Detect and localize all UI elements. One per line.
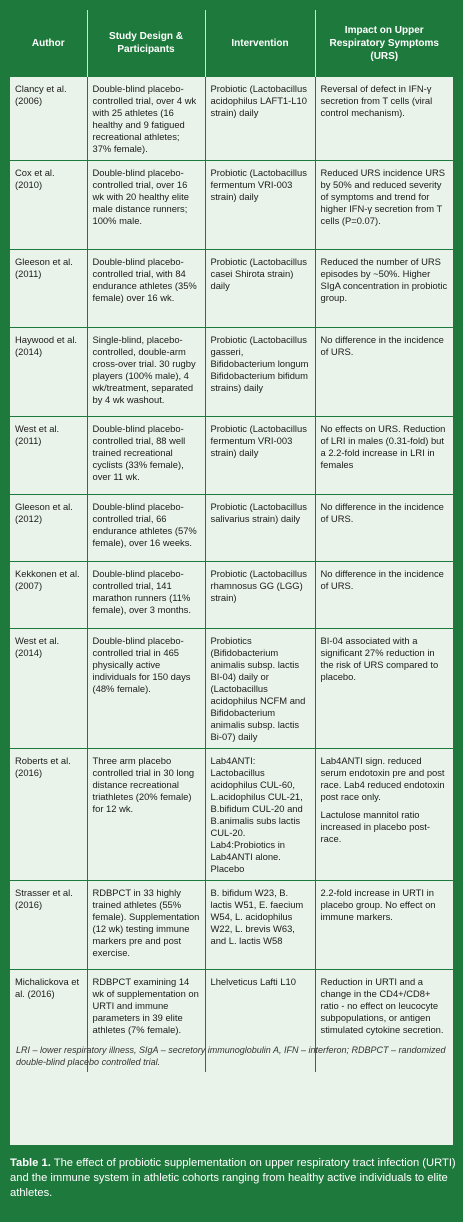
- cell-design: Double-blind placebo-controlled trial, 66 endurance athletes (57% female), over 16 weeks.: [87, 495, 205, 562]
- caption-text: The effect of probiotic supplementation on upper respiratory tract infection (URTI) and the immune system in athletic cohorts ranging from healthy active individuals to elite athletes.: [10, 1157, 456, 1199]
- cell-design: Double-blind placebo-controlled trial, over 4 wk with 25 athletes (16 healthy and 9 fatigued recreational athletes; 37% female).: [87, 77, 205, 161]
- table-row: [10, 77, 453, 161]
- impact-text: BI-04 associated with a significant 27% reduction in the risk of URS compared to placebo.: [320, 635, 439, 682]
- impact-text: No difference in the incidence of URS.: [320, 501, 444, 524]
- cell-design: Double-blind placebo-controlled trial, over 16 wk with 20 healthy elite male distance runners; 100% male.: [87, 161, 205, 250]
- header-intervention: Intervention: [205, 10, 315, 77]
- cell-impact: [315, 328, 453, 417]
- table-row: [10, 562, 453, 629]
- cell-intervention: Probiotic (Lactobacillus fermentum VRI-003 strain) daily: [205, 417, 315, 495]
- cell-impact: [315, 881, 453, 970]
- table-row: [10, 161, 453, 250]
- cell-design: RDBPCT examining 14 wk of supplementation on URTI and immune parameters in 39 elite athletes (7% female).: [87, 970, 205, 1072]
- cell-author: Roberts et al. (2016): [10, 749, 87, 881]
- cell-impact: [315, 749, 453, 881]
- table-footnote: LRI – lower respiratory illness, SIgA – secretory immunoglobulin A, IFN – interferon; RDBPCT – randomized double-blind placebo controlled trial.: [16, 1045, 446, 1067]
- impact-text: No effects on URS. Reduction of LRI in males (0.31-fold) but a 2.2-fold increase in LRI in females: [320, 423, 446, 470]
- cell-design: Double-blind placebo-controlled trial, 141 marathon runners (11% female), over 3 months.: [87, 562, 205, 629]
- cell-intervention: Probiotic (Lactobacillus rhamnosus GG (LGG) strain): [205, 562, 315, 629]
- cell-author: Michalickova et al. (2016): [10, 970, 87, 1072]
- table-row: [10, 250, 453, 328]
- cell-author: Clancy et al. (2006): [10, 77, 87, 161]
- cell-impact: [315, 629, 453, 749]
- table-caption: [10, 1156, 456, 1201]
- cell-intervention: Probiotic (Lactobacillus fermentum VRI-003 strain) daily: [205, 161, 315, 250]
- cell-author: West et al. (2011): [10, 417, 87, 495]
- cell-author: Kekkonen et al. (2007): [10, 562, 87, 629]
- impact-text: Lactulose mannitol ratio increased in placebo post-race.: [320, 809, 430, 844]
- cell-design: Single-blind, placebo-controlled, double-arm cross-over trial. 30 rugby players (100% male), 4 wk/treatment, separated by 4 wk washout.: [87, 328, 205, 417]
- cell-design: Three arm placebo controlled trial in 30 long distance recreational triathletes (20% female) for 12 wk.: [87, 749, 205, 881]
- cell-author: Strasser et al. (2016): [10, 881, 87, 970]
- table-row: [10, 495, 453, 562]
- header-row: [10, 10, 453, 77]
- cell-intervention: Probiotic (Lactobacillus gasseri, Bifidobacterium longum Bifidobacterium bifidum strains) daily: [205, 328, 315, 417]
- cell-design: Double-blind placebo-controlled trial, with 84 endurance athletes (35% female) over 16 wk.: [87, 250, 205, 328]
- impact-text: Reduced the number of URS episodes by ~50%. Higher SIgA concentration in probiotic group.: [320, 256, 448, 303]
- table-row: [10, 749, 453, 881]
- header-impact: Impact on Upper Respiratory Symptoms (URS): [315, 10, 453, 77]
- cell-author: Haywood et al. (2014): [10, 328, 87, 417]
- cell-author: West et al. (2014): [10, 629, 87, 749]
- impact-text: Reversal of defect in IFN-γ secretion from T cells (viral control mechanism).: [320, 83, 433, 118]
- cell-intervention: Probiotic (Lactobacillus casei Shirota strain) daily: [205, 250, 315, 328]
- cell-impact: [315, 562, 453, 629]
- cell-impact: [315, 250, 453, 328]
- cell-design: Double-blind placebo-controlled trial, 88 well trained recreational cyclists (33% female), over 11 wk.: [87, 417, 205, 495]
- table-row: [10, 417, 453, 495]
- cell-intervention: Probiotics (Bifidobacterium animalis subsp. lactis BI-04) daily or (Lactobacillus acidophilus NCFM and Bifidobacterium animalis subsp. lactis Bi-07) daily: [205, 629, 315, 749]
- table-row: [10, 629, 453, 749]
- cell-intervention: Probiotic (Lactobacillus salivarius strain) daily: [205, 495, 315, 562]
- cell-intervention: B. bifidum W23, B. lactis W51, E. faecium W54, L. acidophilus W22, L. brevis W63, and L. lactis W58: [205, 881, 315, 970]
- cell-author: Gleeson et al. (2011): [10, 250, 87, 328]
- impact-text: Lab4ANTI sign. reduced serum endotoxin pre and post race. Lab4 reduced endotoxin post race only.: [320, 755, 445, 802]
- impact-text: Reduction in URTI and a change in the CD4+/CD8+ ratio - no effect on leucocyte subpopulations, or antigen stimulated cytokine secretion.: [320, 976, 444, 1035]
- cell-intervention: Lab4ANTI: Lactobacillus acidophilus CUL-60, L.acidophilus CUL-21, B.bifidum CUL-20 and B.animalis subs lactis CUL-20. Lab4:Probiotics in Lab4ANTI alone. Placebo: [205, 749, 315, 881]
- cell-design: RDBPCT in 33 highly trained athletes (55% female). Supplementation (12 wk) testing immune markers pre and post exercise.: [87, 881, 205, 970]
- cell-impact: [315, 161, 453, 250]
- cell-impact: [315, 77, 453, 161]
- probiotic-table: [10, 10, 453, 1072]
- table-row: [10, 328, 453, 417]
- header-design: Study Design & Participants: [87, 10, 205, 77]
- cell-author: Cox et al.(2010): [10, 161, 87, 250]
- cell-design: Double-blind placebo-controlled trial in 465 physically active individuals for 150 days (48% female).: [87, 629, 205, 749]
- caption-label: Table 1.: [10, 1157, 51, 1169]
- header-author: Author: [10, 10, 87, 77]
- impact-text: 2.2-fold increase in URTI in placebo group. No effect on immune markers.: [320, 887, 436, 922]
- cell-intervention: Lhelveticus Lafti L10: [205, 970, 315, 1072]
- cell-author: Gleeson et al. (2012): [10, 495, 87, 562]
- table-panel: [10, 10, 453, 1145]
- impact-text: No difference in the incidence of URS.: [320, 568, 444, 591]
- impact-text: Reduced URS incidence URS by 50% and reduced severity of symptoms and trend for higher IFN-γ secretion from T cells (P=0.07).: [320, 167, 446, 226]
- cell-intervention: Probiotic (Lactobacillus acidophilus LAFT1-L10 strain) daily: [205, 77, 315, 161]
- impact-text: No difference in the incidence of URS.: [320, 334, 444, 357]
- cell-impact: [315, 495, 453, 562]
- cell-impact: [315, 417, 453, 495]
- table-row: [10, 881, 453, 970]
